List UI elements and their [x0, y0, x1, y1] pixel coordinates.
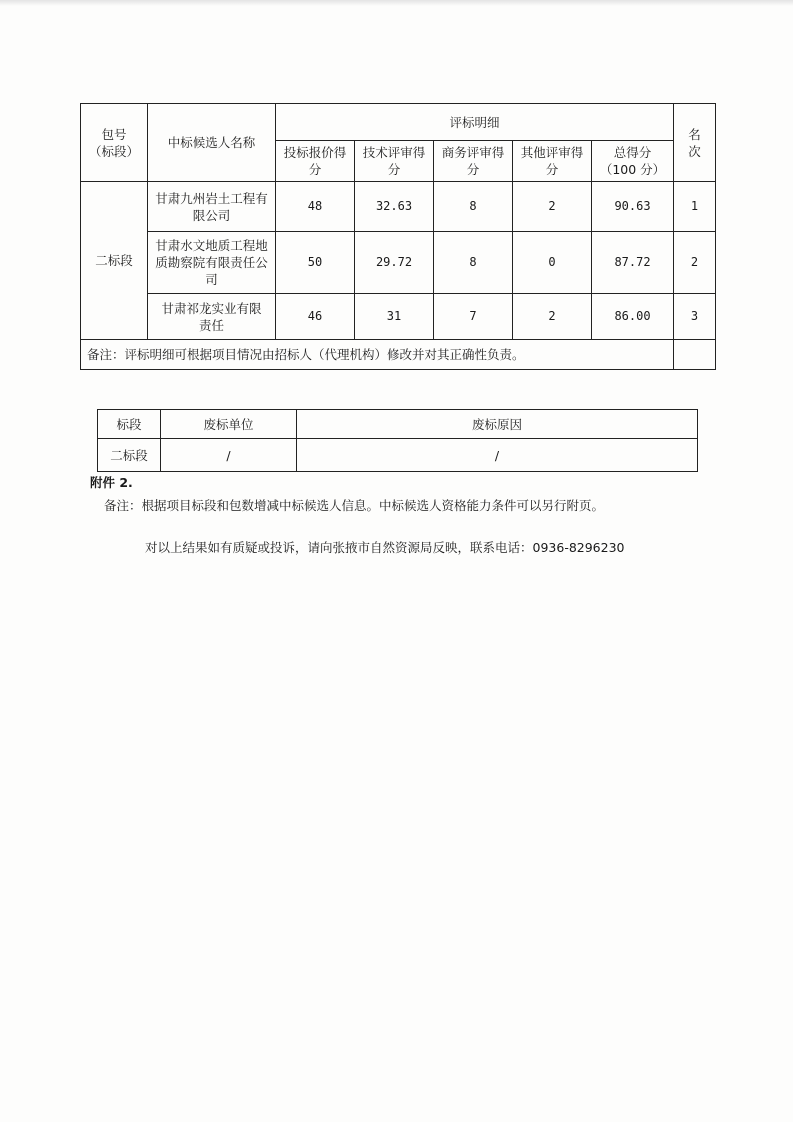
header-candidate: 中标候选人名称 [148, 104, 276, 182]
reject-header-unit: 废标单位 [161, 410, 297, 439]
candidate-name: 甘肃祁龙实业有限 责任 [148, 294, 276, 340]
table-note: 备注：评标明细可根据项目情况由招标人（代理机构）修改并对其正确性负责。 [81, 340, 674, 370]
reject-reason: / [297, 439, 698, 472]
header-detail: 评标明细 [276, 104, 674, 141]
header-other-score: 其他评审得 分 [513, 141, 592, 182]
section-label: 二标段 [81, 182, 148, 340]
total-score: 90.63 [592, 182, 674, 232]
reject-unit: / [161, 439, 297, 472]
reject-section: 二标段 [98, 439, 161, 472]
table-row [98, 439, 698, 472]
table-row [81, 182, 716, 232]
rank: 3 [674, 294, 716, 340]
candidate-name: 甘肃九州岩土工程有 限公司 [148, 182, 276, 232]
business-score: 8 [434, 182, 513, 232]
reject-header-section: 标段 [98, 410, 161, 439]
remark-text: 备注：根据项目标段和包数增减中标候选人信息。中标候选人资格能力条件可以另行附页。 [104, 498, 605, 513]
rank: 1 [674, 182, 716, 232]
price-score: 50 [276, 232, 355, 294]
other-score: 2 [513, 294, 592, 340]
tech-score: 31 [355, 294, 434, 340]
header-rank: 名 次 [674, 104, 716, 182]
table-note-empty [674, 340, 716, 370]
header-tech-score: 技术评审得 分 [355, 141, 434, 182]
reject-header-reason: 废标原因 [297, 410, 698, 439]
business-score: 7 [434, 294, 513, 340]
evaluation-table [80, 103, 716, 370]
other-score: 0 [513, 232, 592, 294]
candidate-name: 甘肃水文地质工程地 质勘察院有限责任公 司 [148, 232, 276, 294]
header-business-score: 商务评审得 分 [434, 141, 513, 182]
total-score: 86.00 [592, 294, 674, 340]
tech-score: 29.72 [355, 232, 434, 294]
attachment-label: 附件 2. [90, 475, 133, 490]
price-score: 48 [276, 182, 355, 232]
tech-score: 32.63 [355, 182, 434, 232]
header-package: 包号 （标段） [81, 104, 148, 182]
total-score: 87.72 [592, 232, 674, 294]
page-top-edge [0, 0, 793, 6]
contact-line: 对以上结果如有质疑或投诉，请向张掖市自然资源局反映，联系电话：0936-8296230 [145, 540, 625, 555]
rejected-bid-table [97, 409, 698, 472]
header-total-score: 总得分 （100 分） [592, 141, 674, 182]
price-score: 46 [276, 294, 355, 340]
business-score: 8 [434, 232, 513, 294]
other-score: 2 [513, 182, 592, 232]
table-row [81, 232, 716, 294]
table-row [81, 294, 716, 340]
rank: 2 [674, 232, 716, 294]
header-price-score: 投标报价得 分 [276, 141, 355, 182]
